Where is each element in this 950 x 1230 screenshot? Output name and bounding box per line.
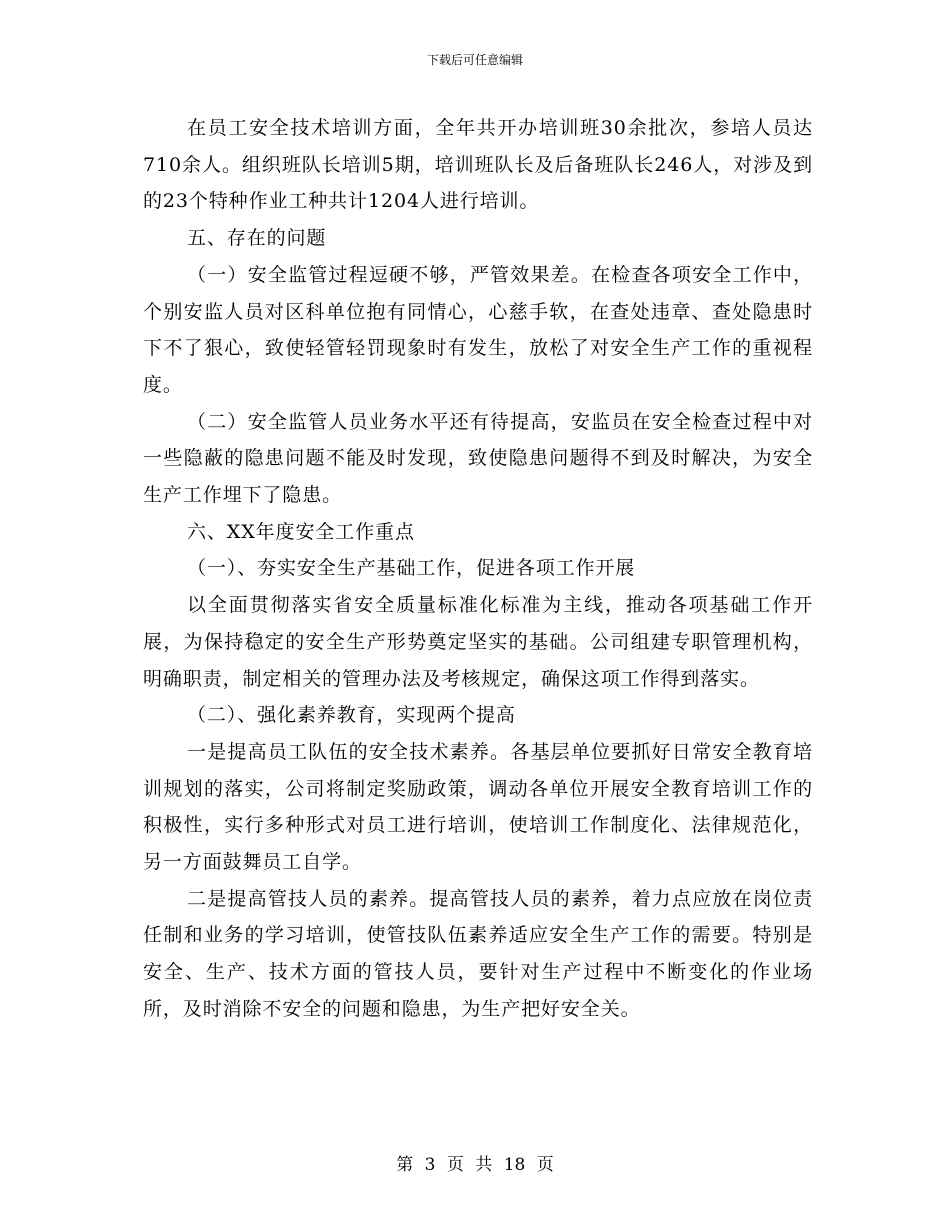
page-header-note: 下载后可任意编辑 [426,53,523,67]
paragraph-training: 在员工安全技术培训方面，全年共开办培训班30余批次，参培人员达710余人。组织班队长培训5期，培训班队长及后备班队长246人，对涉及到的23个特种作业工种共计1204人进行培训。 [143,117,813,213]
subheading-education: （二）、强化素养教育，实现两个提高 [187,704,516,727]
subheading-foundation: （一）、夯实安全生产基础工作，促进各项工作开展 [187,557,636,580]
paragraph-manager-quality: 二是提高管技人员的素养。提高管技人员的素养，着力点应放在岗位责任制和业务的学习培训，使管技队伍素养适应安全生产工作的需要。特别是安全、生产、技术方面的管技人员，要针对生产过程中不断变化的作业场所，及时消除不安全的问题和隐患，为生产把好安全关。 [143,887,813,1020]
section-heading-focus: 六、XX年度安全工作重点 [187,520,415,543]
page-number: 第 3 页 共 18 页 [396,1155,554,1175]
section-heading-problems: 五、存在的问题 [187,227,327,250]
paragraph-foundation: 以全面贯彻落实省安全质量标准化标准为主线，推动各项基础工作开展，为保持稳定的安全生产形势奠定坚实的基础。公司组建专职管理机构，明确职责，制定相关的管理办法及考核规定，确保这项工作得到落实。 [143,594,813,690]
paragraph-problem-1: （一）安全监管过程逗硬不够，严管效果差。在检查各项安全工作中，个别安监人员对区科单位抱有同情心，心慈手软，在查处违章、查处隐患时下不了狠心，致使轻管轻罚现象时有发生，放松了对安全生产工作的重视程度。 [143,263,813,396]
paragraph-problem-2: （二）安全监管人员业务水平还有待提高，安监员在安全检查过程中对一些隐蔽的隐患问题不能及时发现，致使隐患问题得不到及时解决，为安全生产工作埋下了隐患。 [143,410,813,507]
paragraph-staff-quality: 一是提高员工队伍的安全技术素养。各基层单位要抓好日常安全教育培训规划的落实，公司将制定奖励政策，调动各单位开展安全教育培训工作的积极性，实行多种形式对员工进行培训，使培训工作制度化、法律规范化，另一方面鼓舞员工自学。 [143,740,813,874]
document-body [143,110,813,1028]
